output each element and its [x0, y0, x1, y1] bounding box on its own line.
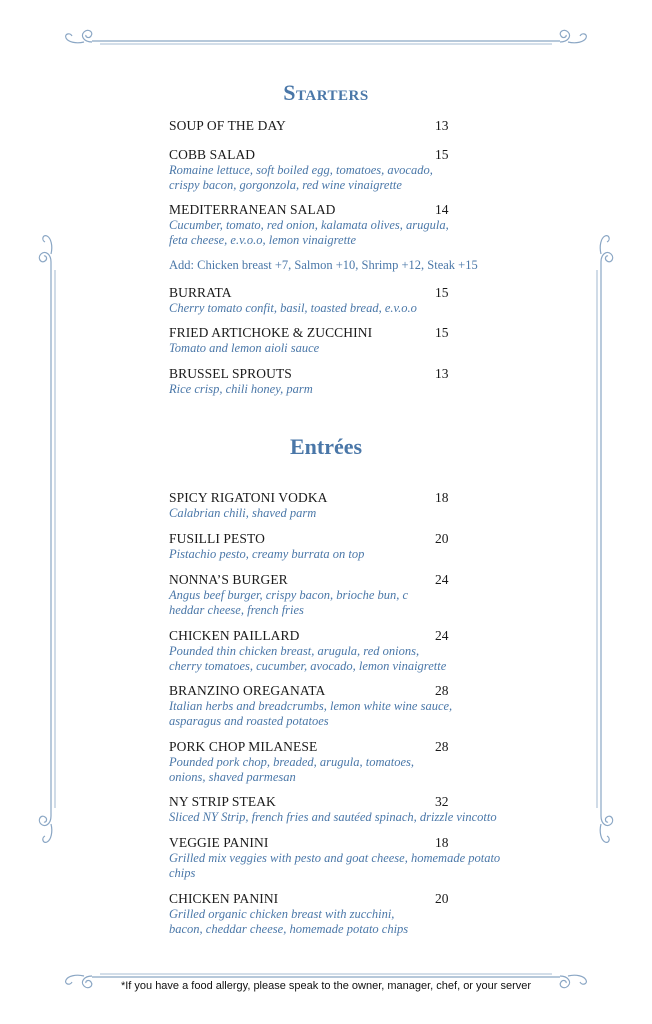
menu-item	[169, 202, 539, 248]
item-price: 13	[435, 118, 449, 133]
section-title-starters: Starters	[283, 80, 369, 105]
item-description: Tomato and lemon aioli sauce	[169, 341, 320, 355]
section-title-entrees: Entrées	[289, 434, 363, 459]
item-price: 20	[435, 531, 449, 546]
item-description: heddar cheese, french fries	[169, 603, 304, 617]
item-description: cherry tomatoes, cucumber, avocado, lemon vinaigrette	[169, 659, 447, 673]
item-description: Rice crisp, chili honey, parm	[169, 382, 313, 396]
item-description: Romaine lettuce, soft boiled egg, tomatoes, avocado,	[169, 163, 433, 177]
item-name: BRANZINO OREGANATA	[169, 683, 326, 698]
item-name: SPICY RIGATONI VODKA	[169, 490, 328, 505]
item-description: asparagus and roasted potatoes	[169, 714, 329, 728]
item-description: Calabrian chili, shaved parm	[169, 506, 317, 520]
menu-item	[169, 118, 539, 134]
menu-item	[169, 835, 539, 881]
item-name: MEDITERRANEAN SALAD	[169, 202, 336, 217]
item-name: NONNA’S BURGER	[169, 572, 288, 587]
item-description: crispy bacon, gorgonzola, red wine vinaigrette	[169, 178, 402, 192]
menu-item	[169, 891, 539, 937]
item-price: 20	[435, 891, 449, 906]
allergy-notice: *If you have a food allergy, please speak to the owner, manager, chef, or your server	[120, 980, 532, 992]
item-name: NY STRIP STEAK	[169, 794, 276, 809]
item-price: 18	[435, 835, 449, 850]
menu-item	[169, 147, 539, 193]
item-name: FRIED ARTICHOKE & ZUCCHINI	[169, 325, 373, 340]
menu-item	[169, 683, 539, 729]
item-name: FUSILLI PESTO	[169, 531, 265, 546]
menu-item	[169, 325, 539, 356]
item-name: COBB SALAD	[169, 147, 256, 162]
item-description: bacon, cheddar cheese, homemade potato chips	[169, 922, 409, 936]
item-price: 24	[435, 572, 449, 587]
item-name: VEGGIE PANINI	[169, 835, 269, 850]
menu-item	[169, 366, 539, 397]
item-description: Cucumber, tomato, red onion, kalamata olives, arugula,	[169, 218, 449, 232]
item-name: CHICKEN PANINI	[169, 891, 279, 906]
item-name: SOUP OF THE DAY	[169, 118, 286, 133]
item-price: 15	[435, 147, 449, 162]
menu-item	[169, 490, 539, 521]
item-name: BRUSSEL SPROUTS	[169, 366, 292, 381]
item-description: Angus beef burger, crispy bacon, brioche bun, c	[169, 588, 409, 602]
item-price: 13	[435, 366, 449, 381]
item-price: 24	[435, 628, 449, 643]
item-price: 28	[435, 683, 449, 698]
menu-item	[169, 531, 539, 562]
item-description: feta cheese, e.v.o.o, lemon vinaigrette	[169, 233, 357, 247]
item-description: Cherry tomato confit, basil, toasted bread, e.v.o.o	[169, 301, 417, 315]
menu-item	[169, 628, 539, 674]
item-name: BURRATA	[169, 285, 232, 300]
item-description: Italian herbs and breadcrumbs, lemon white wine sauce,	[169, 699, 453, 713]
item-description: Sliced NY Strip, french fries and sautéed spinach, drizzle vincotto	[169, 810, 497, 824]
item-price: 14	[435, 202, 449, 217]
item-description: chips	[169, 866, 196, 880]
item-price: 15	[435, 285, 449, 300]
item-price: 32	[435, 794, 449, 809]
item-price: 18	[435, 490, 449, 505]
menu-item	[169, 285, 539, 316]
addon-options: Add: Chicken breast +7, Salmon +10, Shrimp +12, Steak +15	[169, 258, 478, 272]
item-description: Grilled mix veggies with pesto and goat cheese, homemade potato	[169, 851, 501, 865]
menu-item	[169, 739, 539, 785]
item-description: Pounded thin chicken breast, arugula, red onions,	[169, 644, 420, 658]
item-price: 28	[435, 739, 449, 754]
item-description: onions, shaved parmesan	[169, 770, 296, 784]
menu-item	[169, 572, 539, 618]
menu-item	[169, 794, 539, 825]
item-name: PORK CHOP MILANESE	[169, 739, 318, 754]
item-name: CHICKEN PAILLARD	[169, 628, 300, 643]
item-description: Grilled organic chicken breast with zucchini,	[169, 907, 395, 921]
item-description: Pistachio pesto, creamy burrata on top	[169, 547, 365, 561]
item-price: 15	[435, 325, 449, 340]
item-description: Pounded pork chop, breaded, arugula, tomatoes,	[169, 755, 414, 769]
